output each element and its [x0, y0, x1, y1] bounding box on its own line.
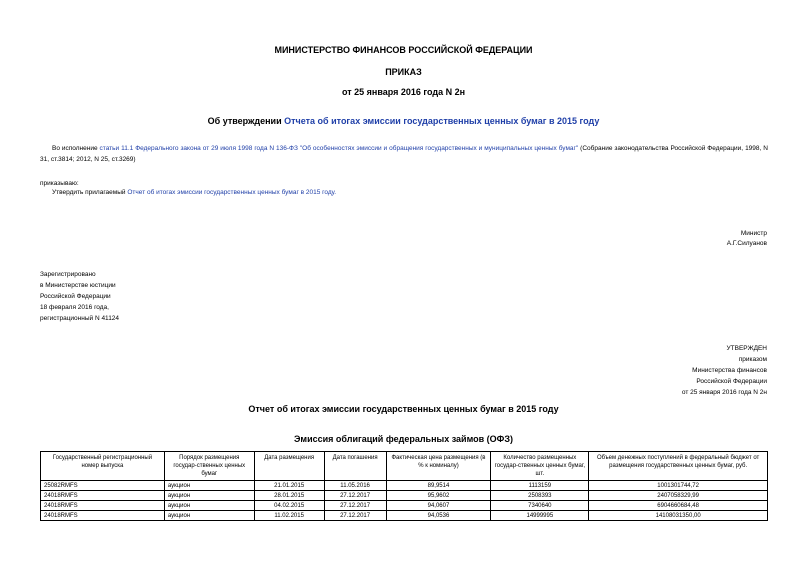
registration-line: регистрационный N 41124	[40, 315, 120, 322]
table-row	[41, 481, 768, 491]
report-link[interactable]: Отчет об итогах эмиссии государственных ценных бумаг в 2015 году.	[127, 189, 337, 196]
cell-placement-method: аукцион	[164, 481, 254, 491]
section-title: Эмиссия облигаций федеральных займов (ОФЗ)	[294, 434, 513, 444]
cell-placement-date: 04.02.2015	[254, 501, 324, 511]
approval-line: УТВЕРЖДЕН	[726, 345, 767, 352]
table-header-row	[41, 452, 768, 481]
preamble-paragraph	[40, 143, 768, 165]
signature-name: А.Г.Силуанов	[726, 240, 767, 247]
registration-block	[40, 269, 119, 324]
preamble-prefix: Во исполнение	[52, 145, 100, 152]
cell-placement-method: аукцион	[164, 501, 254, 511]
preamble-suffix: (Собрание законодательства Российской Федерации, 1998, N 31, ст.3814; 2012, N 25, ст.3269)	[40, 145, 768, 163]
cell-proceeds: 14108031350,00	[589, 511, 768, 521]
order-word: приказываю:	[40, 180, 79, 187]
cell-placement-date: 28.01.2015	[254, 491, 324, 501]
cell-maturity-date: 27.12.2017	[324, 511, 386, 521]
cell-maturity-date: 27.12.2017	[324, 501, 386, 511]
cell-maturity-date: 11.05.2016	[324, 481, 386, 491]
col-header-placement-method: Порядок размещения государ-ственных ценных бумаг	[164, 452, 254, 481]
approve-line	[52, 187, 336, 198]
registration-line: Российской Федерации	[40, 293, 111, 300]
federal-law-link[interactable]: статьи 11.1 Федерального закона от 29 июля 1998 года N 136-ФЗ "Об особенностях эмиссии и обращения государственных и муниципальных ценных бумаг"	[99, 145, 579, 152]
approval-line: приказом	[738, 356, 767, 363]
col-header-maturity-date: Дата погашения	[324, 452, 386, 481]
cell-price: 89,9514	[386, 481, 491, 491]
cell-price: 94,0607	[386, 501, 491, 511]
table-row	[41, 501, 768, 511]
cell-reg-number: 24018RMFS	[41, 511, 165, 521]
order-heading: ПРИКАЗ	[385, 67, 422, 77]
order-title	[0, 116, 807, 126]
cell-reg-number: 24018RMFS	[41, 501, 165, 511]
registration-line: Зарегистрировано	[40, 271, 96, 278]
cell-maturity-date: 27.12.2017	[324, 491, 386, 501]
col-header-quantity: Количество размещенных государ-ственных ценных бумаг, шт.	[491, 452, 589, 481]
order-date: от 25 января 2016 года N 2н	[341, 87, 466, 97]
cell-placement-method: аукцион	[164, 491, 254, 501]
registration-line: 18 февраля 2016 года,	[40, 304, 109, 311]
cell-proceeds: 6904660684,48	[589, 501, 768, 511]
table-row	[41, 511, 768, 521]
cell-price: 94,0536	[386, 511, 491, 521]
cell-proceeds: 1001301744,72	[589, 481, 768, 491]
col-header-reg-number: Государственный регистрационный номер выпуска	[41, 452, 165, 481]
emission-table	[40, 451, 768, 521]
table-row	[41, 491, 768, 501]
col-header-proceeds: Объем денежных поступлений в федеральный бюджет от размещения государственных ценных бумаг, руб.	[589, 452, 768, 481]
cell-price: 95,9602	[386, 491, 491, 501]
order-title-link[interactable]: Отчета об итогах эмиссии государственных ценных бумаг в 2015 году	[284, 116, 600, 126]
cell-quantity: 7340640	[491, 501, 589, 511]
cell-reg-number: 25082RMFS	[41, 481, 165, 491]
cell-quantity: 1113159	[491, 481, 589, 491]
approve-prefix: Утвердить прилагаемый	[52, 189, 128, 196]
cell-proceeds: 2407058329,99	[589, 491, 768, 501]
col-header-placement-date: Дата размещения	[254, 452, 324, 481]
cell-quantity: 2508393	[491, 491, 589, 501]
cell-placement-date: 11.02.2015	[254, 511, 324, 521]
ministry-heading: МИНИСТЕРСТВО ФИНАНСОВ РОССИЙСКОЙ ФЕДЕРАЦИИ	[274, 45, 533, 55]
approval-block	[682, 343, 767, 398]
registration-line: в Министерстве юстиции	[40, 282, 116, 289]
approval-line: от 25 января 2016 года N 2н	[681, 389, 767, 396]
cell-placement-method: аукцион	[164, 511, 254, 521]
cell-placement-date: 21.01.2015	[254, 481, 324, 491]
approval-line: Российской Федерации	[696, 378, 767, 385]
cell-quantity: 14999995	[491, 511, 589, 521]
cell-reg-number: 24018RMFS	[41, 491, 165, 501]
signature-position: Министр	[740, 230, 767, 237]
order-title-prefix: Об утверждении	[207, 116, 285, 126]
approval-line: Министерства финансов	[692, 367, 767, 374]
col-header-price: Фактическая цена размещения (в % к номиналу)	[386, 452, 491, 481]
report-title: Отчет об итогах эмиссии государственных ценных бумаг в 2015 году	[248, 404, 559, 414]
